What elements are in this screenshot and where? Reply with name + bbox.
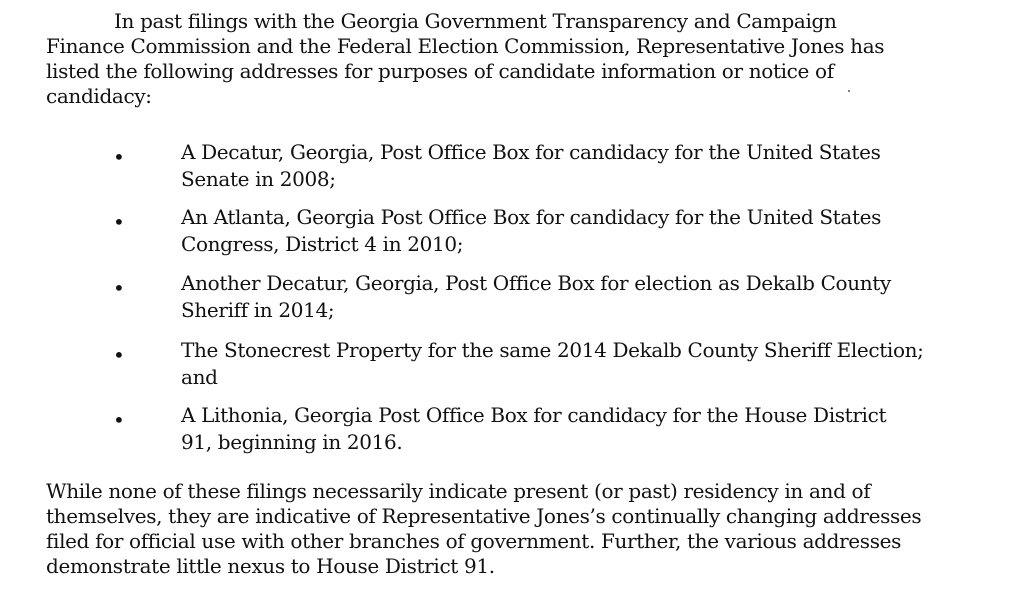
scan-speck bbox=[848, 90, 850, 92]
list-item-line: An Atlanta, Georgia Post Office Box for candidacy for the United States bbox=[181, 205, 882, 229]
list-item-line: A Lithonia, Georgia Post Office Box for candidacy for the House District bbox=[181, 403, 887, 427]
bullet-icon: • bbox=[113, 210, 125, 234]
list-item-line: Congress, District 4 in 2010; bbox=[181, 232, 464, 256]
list-item-line: A Decatur, Georgia, Post Office Box for candidacy for the United States bbox=[181, 140, 881, 164]
list-item-line: Senate in 2008; bbox=[181, 167, 336, 191]
list-item-line: Sheriff in 2014; bbox=[181, 298, 335, 322]
list-item-line: The Stonecrest Property for the same 2014 Dekalb County Sheriff Election; bbox=[181, 338, 924, 362]
bullet-icon: • bbox=[113, 145, 125, 169]
bullet-icon: • bbox=[113, 276, 125, 300]
intro-line: Finance Commission and the Federal Election Commission, Representative Jones has bbox=[46, 34, 885, 58]
list-item-line: 91, beginning in 2016. bbox=[181, 430, 403, 454]
list-item-line: and bbox=[181, 365, 218, 389]
intro-line: listed the following addresses for purposes of candidate information or notice of bbox=[46, 59, 834, 83]
bullet-icon: • bbox=[113, 343, 125, 367]
conclusion-line: filed for official use with other branches of government. Further, the various addresses bbox=[46, 529, 902, 553]
intro-line: candidacy: bbox=[46, 84, 152, 108]
conclusion-line: demonstrate little nexus to House District 91. bbox=[46, 554, 495, 578]
intro-line: In past filings with the Georgia Government Transparency and Campaign bbox=[114, 9, 837, 33]
conclusion-line: While none of these filings necessarily indicate present (or past) residency in and of bbox=[46, 479, 871, 503]
conclusion-line: themselves, they are indicative of Representative Jones’s continually changing addresses bbox=[46, 504, 922, 528]
list-item-line: Another Decatur, Georgia, Post Office Box for election as Dekalb County bbox=[181, 271, 891, 295]
bullet-icon: • bbox=[113, 408, 125, 432]
